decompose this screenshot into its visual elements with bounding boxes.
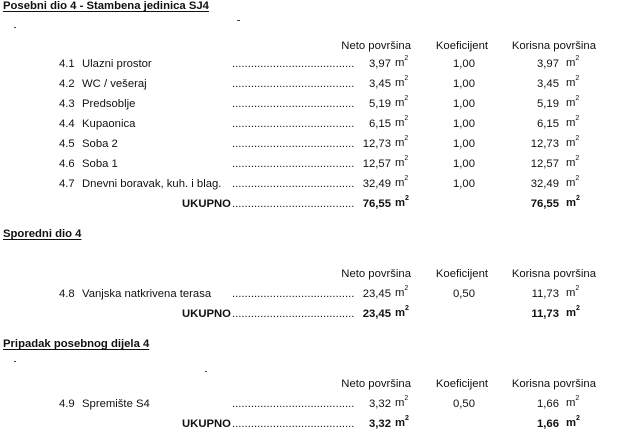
row-korisna-unit — [566, 56, 579, 69]
unit-exponent: 2 — [404, 95, 409, 102]
row-room-name: Soba 2 — [82, 138, 118, 150]
unit-exponent: 2 — [575, 395, 580, 402]
header-neto: Neto površina — [341, 40, 411, 52]
unit-base: m — [395, 416, 406, 429]
unit-exponent: 2 — [575, 115, 580, 122]
total-korisna-unit — [566, 416, 580, 429]
total-leader-dots: ....................................... — [232, 308, 355, 320]
row-room-name: Ulazni prostor — [82, 58, 152, 70]
unit-exponent: 2 — [576, 415, 580, 422]
row-leader-dots: ....................................... — [232, 118, 355, 130]
row-koeficijent-value: 1,00 — [453, 118, 475, 130]
row-korisna-unit — [566, 156, 579, 169]
row-number: 4.7 — [59, 178, 75, 190]
row-korisna-unit — [566, 116, 579, 129]
row-room-name: Kupaonica — [82, 118, 136, 130]
row-neto-unit — [395, 176, 408, 189]
total-korisna-value: 1,66 — [537, 418, 559, 430]
unit-base: m — [395, 76, 405, 89]
row-koeficijent-value: 1,00 — [453, 58, 475, 70]
row-koeficijent-value: 0,50 — [453, 288, 475, 300]
header-korisna: Korisna površina — [511, 378, 596, 390]
row-leader-dots: ....................................... — [232, 398, 355, 410]
unit-exponent: 2 — [404, 115, 409, 122]
row-leader-dots: ....................................... — [232, 158, 355, 170]
row-korisna-value: 32,49 — [530, 178, 559, 190]
row-room-name: Predsoblje — [82, 98, 136, 110]
row-number: 4.1 — [59, 58, 75, 70]
header-neto: Neto površina — [341, 378, 411, 390]
unit-base: m — [566, 136, 576, 149]
unit-exponent: 2 — [575, 175, 580, 182]
row-koeficijent-value: 0,50 — [453, 398, 475, 410]
unit-base: m — [395, 56, 405, 69]
row-koeficijent-value: 1,00 — [453, 138, 475, 150]
unit-base: m — [395, 156, 405, 169]
row-neto-value: 32,49 — [362, 178, 391, 190]
unit-exponent: 2 — [404, 75, 409, 82]
unit-base: m — [395, 286, 405, 299]
row-number: 4.5 — [59, 138, 75, 150]
row-number: 4.9 — [59, 398, 75, 410]
row-korisna-value: 12,57 — [530, 158, 559, 170]
total-label: UKUPNO — [182, 418, 231, 430]
row-number: 4.2 — [59, 78, 75, 90]
row-neto-value: 3,32 — [369, 398, 391, 410]
row-korisna-unit — [566, 176, 579, 189]
row-korisna-unit — [566, 286, 579, 299]
row-leader-dots: ....................................... — [232, 178, 355, 190]
row-neto-value: 23,45 — [362, 288, 391, 300]
row-leader-dots: ....................................... — [232, 78, 355, 90]
row-korisna-unit — [566, 76, 579, 89]
total-korisna-unit — [566, 196, 580, 209]
unit-exponent: 2 — [405, 305, 409, 312]
section-title-posebni: Posebni dio 4 - Stambena jedinica SJ4 — [3, 0, 209, 12]
unit-exponent: 2 — [575, 155, 580, 162]
row-koeficijent-value: 1,00 — [453, 78, 475, 90]
unit-base: m — [566, 306, 577, 319]
row-korisna-value: 3,45 — [537, 78, 559, 90]
unit-exponent: 2 — [405, 415, 409, 422]
total-leader-dots: ....................................... — [232, 198, 355, 210]
unit-base: m — [395, 96, 405, 109]
row-neto-value: 3,97 — [369, 58, 391, 70]
row-koeficijent-value: 1,00 — [453, 98, 475, 110]
unit-exponent: 2 — [576, 195, 580, 202]
header-korisna: Korisna površina — [511, 268, 596, 280]
total-leader-dots: ....................................... — [232, 418, 355, 430]
row-neto-unit — [395, 156, 408, 169]
row-room-name: Dnevni boravak, kuh. i blag. — [82, 178, 222, 190]
row-leader-dots: ....................................... — [232, 98, 355, 110]
row-korisna-unit — [566, 136, 579, 149]
unit-base: m — [566, 196, 577, 209]
unit-base: m — [566, 116, 576, 129]
unit-exponent: 2 — [405, 195, 409, 202]
total-neto-unit — [395, 196, 409, 209]
total-korisna-value: 76,55 — [530, 198, 559, 210]
unit-exponent: 2 — [404, 155, 409, 162]
unit-exponent: 2 — [575, 135, 580, 142]
section-title-pripadak: Pripadak posebnog dijela 4 — [3, 338, 150, 350]
row-korisna-value: 1,66 — [537, 398, 559, 410]
row-leader-dots: ....................................... — [232, 138, 355, 150]
total-neto-value: 23,45 — [362, 308, 391, 320]
row-room-name: Soba 1 — [82, 158, 118, 170]
decorative-mark — [237, 20, 240, 21]
unit-exponent: 2 — [404, 395, 409, 402]
row-neto-unit — [395, 396, 408, 409]
row-neto-unit — [395, 56, 408, 69]
row-neto-unit — [395, 96, 408, 109]
header-koeficijent: Koeficijent — [435, 378, 488, 390]
row-korisna-value: 5,19 — [537, 98, 559, 110]
unit-base: m — [395, 176, 405, 189]
row-korisna-value: 12,73 — [530, 138, 559, 150]
row-number: 4.8 — [59, 288, 75, 300]
row-neto-unit — [395, 136, 408, 149]
row-leader-dots: ....................................... — [232, 58, 355, 70]
unit-exponent: 2 — [575, 95, 580, 102]
row-neto-unit — [395, 286, 408, 299]
unit-exponent: 2 — [404, 175, 409, 182]
row-korisna-value: 6,15 — [537, 118, 559, 130]
unit-base: m — [395, 136, 405, 149]
header-neto: Neto površina — [341, 268, 411, 280]
total-korisna-value: 11,73 — [531, 308, 559, 320]
unit-exponent: 2 — [575, 285, 580, 292]
unit-base: m — [566, 156, 576, 169]
unit-exponent: 2 — [575, 55, 580, 62]
unit-base: m — [566, 76, 576, 89]
total-korisna-unit — [566, 306, 580, 319]
header-korisna: Korisna površina — [511, 40, 596, 52]
row-korisna-unit — [566, 396, 579, 409]
row-neto-unit — [395, 76, 408, 89]
unit-exponent: 2 — [404, 135, 409, 142]
unit-base: m — [566, 96, 576, 109]
total-neto-unit — [395, 306, 409, 319]
row-room-name: WC / vešeraj — [82, 78, 147, 90]
unit-base: m — [566, 176, 576, 189]
header-koeficijent: Koeficijent — [435, 268, 488, 280]
row-number: 4.6 — [59, 158, 75, 170]
row-neto-value: 5,19 — [369, 98, 391, 110]
row-neto-value: 3,45 — [369, 78, 391, 90]
row-neto-value: 12,57 — [362, 158, 391, 170]
unit-exponent: 2 — [404, 55, 409, 62]
unit-base: m — [395, 396, 405, 409]
unit-base: m — [566, 56, 576, 69]
header-koeficijent: Koeficijent — [435, 40, 488, 52]
row-leader-dots: ....................................... — [232, 288, 355, 300]
row-number: 4.3 — [59, 98, 75, 110]
unit-base: m — [566, 416, 577, 429]
unit-base: m — [395, 116, 405, 129]
unit-base: m — [566, 396, 576, 409]
decorative-mark — [205, 371, 207, 372]
unit-base: m — [395, 306, 406, 319]
row-room-name: Vanjska natkrivena terasa — [82, 288, 212, 300]
total-neto-value: 3,32 — [369, 418, 391, 430]
row-neto-value: 12,73 — [362, 138, 391, 150]
decorative-mark — [14, 361, 16, 362]
row-neto-value: 6,15 — [369, 118, 391, 130]
row-number: 4.4 — [59, 118, 75, 130]
row-korisna-value: 11,73 — [531, 288, 559, 300]
decorative-mark — [14, 27, 16, 28]
unit-exponent: 2 — [576, 305, 580, 312]
unit-exponent: 2 — [575, 75, 580, 82]
total-neto-unit — [395, 416, 409, 429]
row-korisna-unit — [566, 96, 579, 109]
total-label: UKUPNO — [182, 308, 231, 320]
row-room-name: Spremište S4 — [82, 398, 150, 410]
total-label: UKUPNO — [182, 198, 231, 210]
unit-base: m — [395, 196, 406, 209]
row-korisna-value: 3,97 — [537, 58, 559, 70]
section-title-sporedni: Sporedni dio 4 — [3, 228, 82, 240]
row-koeficijent-value: 1,00 — [453, 158, 475, 170]
unit-base: m — [566, 286, 576, 299]
total-neto-value: 76,55 — [362, 198, 391, 210]
unit-exponent: 2 — [404, 285, 409, 292]
row-koeficijent-value: 1,00 — [453, 178, 475, 190]
row-neto-unit — [395, 116, 408, 129]
